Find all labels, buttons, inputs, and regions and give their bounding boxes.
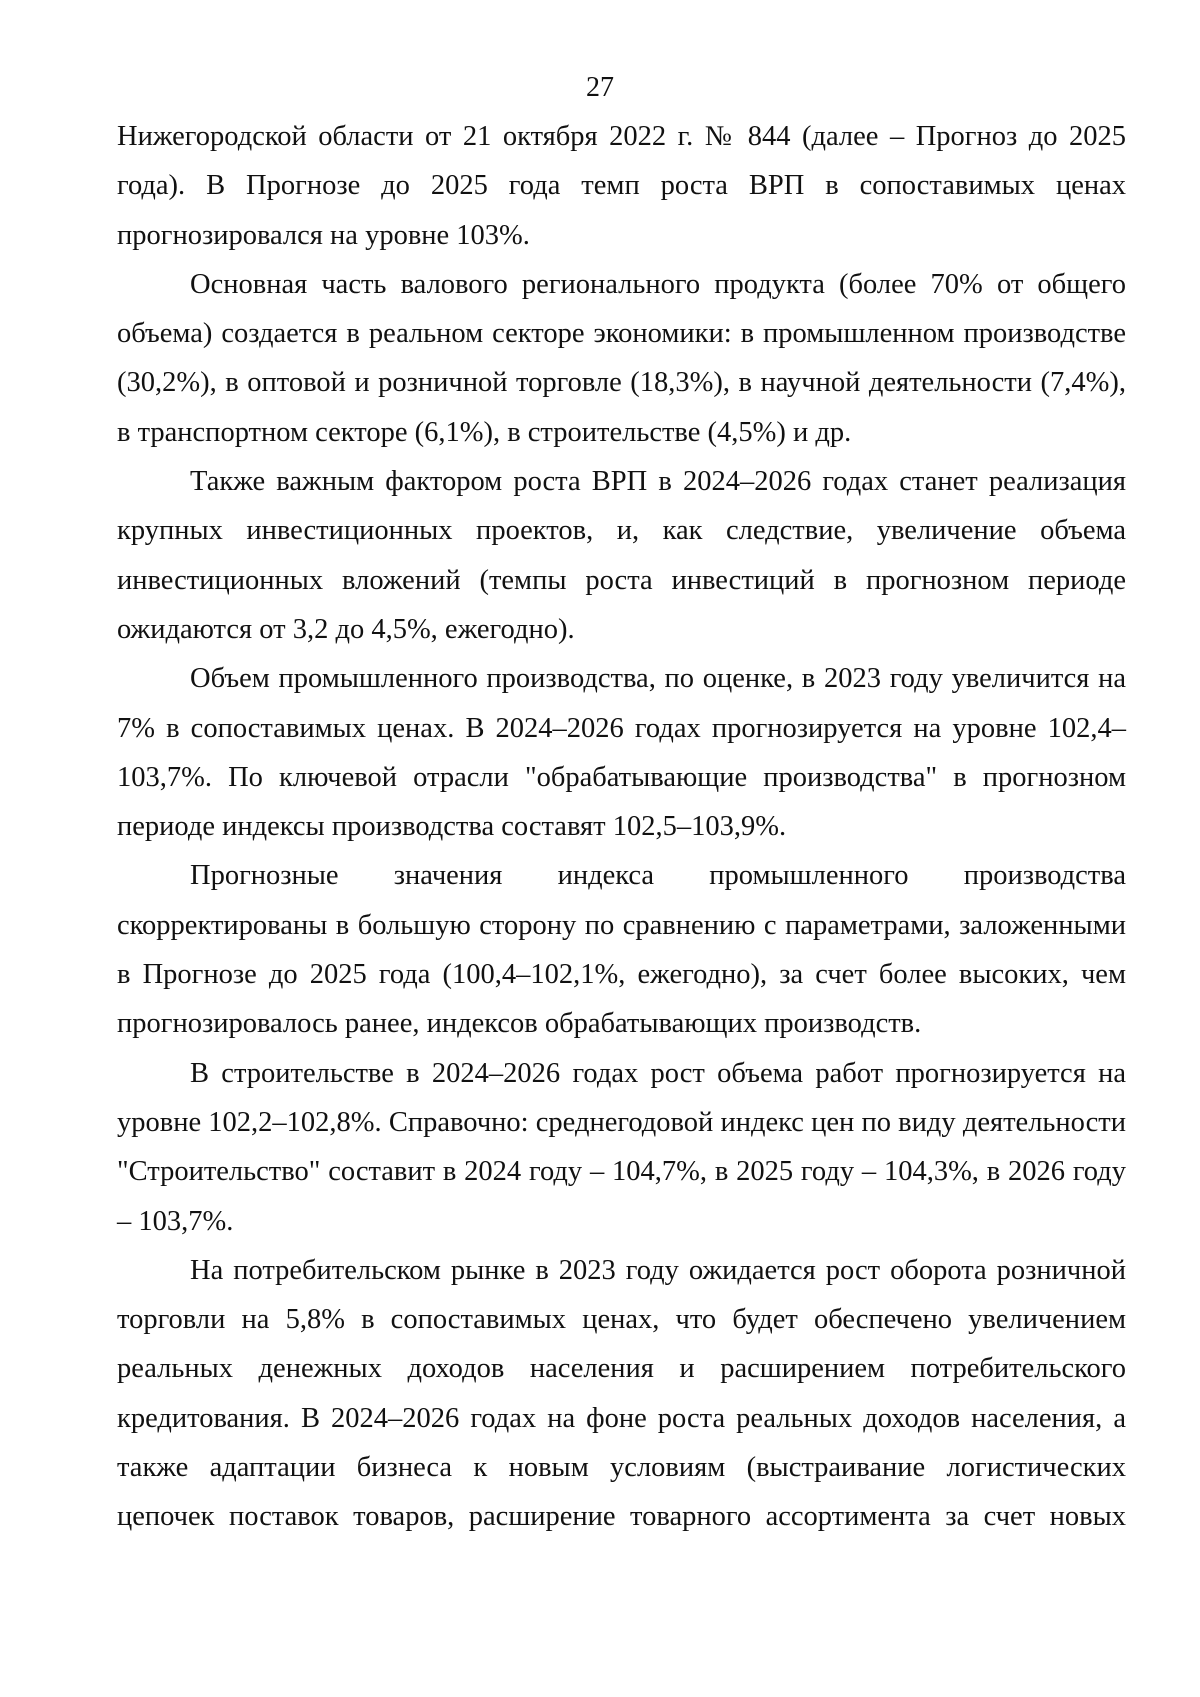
paragraph-continuation: Нижегородской области от 21 октября 2022 г. № 844 (далее – Прогноз до 2025 года). В Прогнозе до 2025 года темп роста ВРП в сопоставимых ценах прогнозировался на уровне 103%. xyxy=(117,121,1126,251)
body-text xyxy=(117,112,1126,1542)
paragraph-grp-structure: Основная часть валового регионального продукта (более 70% от общего объема) создается в реальном секторе экономики: в промышленном производстве (30,2%), в оптовой и розничной торговле (18,3%), в научной деятельности (7,4%), в транспортном секторе (6,1%), в строительстве (4,5%) и др. xyxy=(117,268,1126,448)
paragraph-investment-projects: Также важным фактором роста ВРП в 2024–2026 годах станет реализация крупных инвестиционных проектов, и, как следствие, увеличение объема инвестиционных вложений (темпы роста инвестиций в прогнозном периоде ожидаются от 3,2 до 4,5%, ежегодно). xyxy=(117,466,1126,645)
paragraph-construction: В строительстве в 2024–2026 годах рост объема работ прогнозируется на уровне 102,2–102,8%. Справочно: среднегодовой индекс цен по виду деятельности "Строительство" составит в 2024 году – 104,7%, в 2025 году – 104,3%, в 2026 году – 103,7%. xyxy=(117,1057,1126,1237)
page-number: 27 xyxy=(586,72,614,103)
paragraph-industrial-production: Объем промышленного производства, по оценке, в 2023 году увеличится на 7% в сопоставимых ценах. В 2024–2026 годах прогнозируется на уровне 102,4–103,7%. По ключевой отрасли "обрабатывающие производства" в прогнозном периоде индексы производства составят 102,5–103,9%. xyxy=(117,663,1126,843)
paragraph-consumer-market: На потребительском рынке в 2023 году ожидается рост оборота розничной торговли на 5,8% в сопоставимых ценах, что будет обеспечено увеличением реальных денежных доходов населения и расширением потребительского кредитования. В 2024–2026 годах на фоне роста реальных доходов населения, а также адаптации бизнеса к новым условиям (выстраивание логистических цепочек поставок товаров, расширение товарного ассортимента за счет новых xyxy=(117,1254,1126,1533)
paragraph-production-index: Прогнозные значения индекса промышленного производства скорректированы в большую сторону по сравнению с параметрами, заложенными в Прогнозе до 2025 года (100,4–102,1%, ежегодно), за счет более высоких, чем прогнозировалось ранее, индексов обрабатывающих производств. xyxy=(117,860,1126,1040)
